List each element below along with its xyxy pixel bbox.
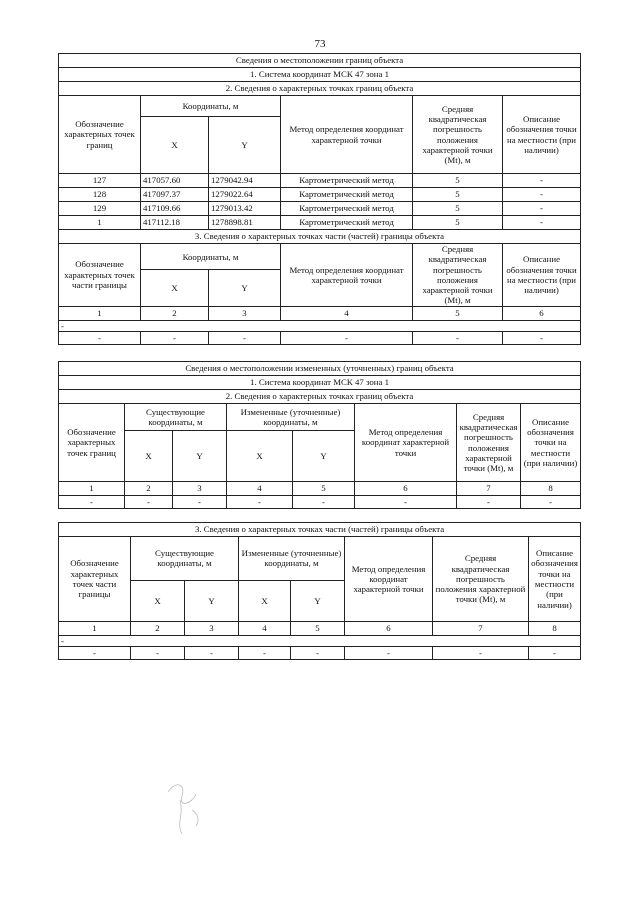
header-designation: Обозначение характерных точек границ [59, 404, 125, 482]
dash-cell: - [131, 647, 185, 660]
parts-header-method: Метод определения координат характерной точки [281, 244, 413, 307]
header-accuracy: Средняя квадратическая погрешность положения характерной точки (Mt), м [457, 404, 521, 482]
cell-mt: 5 [413, 216, 503, 230]
header-y: Y [209, 117, 281, 174]
cell-method: Картометрический метод [281, 216, 413, 230]
dash-cell: - [173, 496, 227, 509]
dash-cell: - [345, 647, 433, 660]
dash-cell: - [59, 496, 125, 509]
parts-header-y: Y [185, 580, 239, 622]
cell-point: 127 [59, 174, 141, 188]
parts-header-designation: Обозначение характерных точек части границы [59, 244, 141, 307]
dash-cell: - [141, 332, 209, 345]
dash-cell: - [293, 496, 355, 509]
col-number: 4 [227, 482, 293, 496]
parts-header-description: Описание обозначения точки на местности (при наличии) [503, 244, 581, 307]
parts-header-existing-coords: Существующие координаты, м [131, 537, 239, 581]
cell-y: 1279013.42 [209, 202, 281, 216]
section1-points-title: 2. Сведения о характерных точках границ объекта [59, 82, 581, 96]
header-method: Метод определения координат характерной точки [281, 96, 413, 174]
parts-header-y: Y [209, 270, 281, 306]
cell-x: 417112.18 [141, 216, 209, 230]
cell-x: 417057.60 [141, 174, 209, 188]
section1-coord-system: 1. Система координат МСК 47 зона 1 [59, 68, 581, 82]
parts-header-coords: Координаты, м [141, 244, 281, 270]
dash-row [59, 647, 581, 660]
col-number: 6 [345, 622, 433, 636]
col-number: 2 [141, 306, 209, 320]
header-x: X [125, 431, 173, 482]
dash-cell: - [433, 647, 529, 660]
col-number: 1 [59, 482, 125, 496]
cell-y: 1279022.64 [209, 188, 281, 202]
blank-row: - [59, 320, 581, 331]
dash-cell: - [413, 332, 503, 345]
dash-cell: - [59, 332, 141, 345]
col-number: 2 [131, 622, 185, 636]
dash-cell: - [59, 647, 131, 660]
parts-header-method: Метод определения координат характерной точки [345, 537, 433, 622]
table-row [59, 188, 581, 202]
dash-cell: - [239, 647, 291, 660]
dash-cell: - [185, 647, 239, 660]
header-x: X [227, 431, 293, 482]
parts-header-x: X [141, 270, 209, 306]
col-number: 8 [529, 622, 581, 636]
dash-row [59, 496, 581, 509]
parts-header-changed-coords: Измененные (уточненные) координаты, м [239, 537, 345, 581]
dash-cell: - [503, 332, 581, 345]
table-row [59, 216, 581, 230]
header-designation: Обозначение характерных точек границ [59, 96, 141, 174]
table-row [59, 174, 581, 188]
cell-desc: - [503, 216, 581, 230]
header-accuracy: Средняя квадратическая погрешность положения характерной точки (Mt), м [413, 96, 503, 174]
header-y: Y [173, 431, 227, 482]
col-number: 3 [173, 482, 227, 496]
section2-parts-table [58, 522, 581, 660]
col-number: 5 [413, 306, 503, 320]
parts-header-y: Y [291, 580, 345, 622]
header-method: Метод определения координат характерной точки [355, 404, 457, 482]
section1-parts-title: 3. Сведения о характерных точках части (частей) границы объекта [59, 230, 581, 244]
column-numbers-row [59, 622, 581, 636]
header-coords: Координаты, м [141, 96, 281, 117]
header-changed-coords: Измененные (уточненные) координаты, м [227, 404, 355, 431]
col-number: 2 [125, 482, 173, 496]
col-number: 5 [293, 482, 355, 496]
parts-header-designation: Обозначение характерных точек части границы [59, 537, 131, 622]
dash-row [59, 332, 581, 345]
blank-row: - [59, 636, 581, 647]
cell-point: 1 [59, 216, 141, 230]
header-description: Описание обозначения точки на местности (при наличии) [521, 404, 581, 482]
dash-cell: - [529, 647, 581, 660]
col-number: 6 [503, 306, 581, 320]
table-row [59, 202, 581, 216]
col-number: 6 [355, 482, 457, 496]
dash-cell: - [355, 496, 457, 509]
dash-cell: - [227, 496, 293, 509]
cell-mt: 5 [413, 188, 503, 202]
scan-mark [162, 770, 212, 840]
parts-header-description: Описание обозначения точки на местности (при наличии) [529, 537, 581, 622]
section2-parts-title: 3. Сведения о характерных точках части (частей) границы объекта [59, 523, 581, 537]
col-number: 7 [433, 622, 529, 636]
cell-desc: - [503, 202, 581, 216]
parts-header-x: X [239, 580, 291, 622]
column-numbers-row [59, 482, 581, 496]
col-number: 3 [185, 622, 239, 636]
col-number: 1 [59, 306, 141, 320]
cell-desc: - [503, 174, 581, 188]
cell-desc: - [503, 188, 581, 202]
dash-cell: - [457, 496, 521, 509]
col-number: 4 [281, 306, 413, 320]
cell-y: 1278898.81 [209, 216, 281, 230]
cell-point: 128 [59, 188, 141, 202]
cell-mt: 5 [413, 174, 503, 188]
header-y: Y [293, 431, 355, 482]
col-number: 4 [239, 622, 291, 636]
dash-cell: - [281, 332, 413, 345]
header-x: X [141, 117, 209, 174]
section2-table [58, 361, 581, 509]
header-description: Описание обозначения точки на местности (при наличии) [503, 96, 581, 174]
cell-y: 1279042.94 [209, 174, 281, 188]
section2-coord-system: 1. Система координат МСК 47 зона 1 [59, 376, 581, 390]
header-existing-coords: Существующие координаты, м [125, 404, 227, 431]
cell-method: Картометрический метод [281, 188, 413, 202]
col-number: 1 [59, 622, 131, 636]
col-number: 3 [209, 306, 281, 320]
col-number: 7 [457, 482, 521, 496]
cell-mt: 5 [413, 202, 503, 216]
section1-table [58, 53, 581, 345]
parts-header-accuracy: Средняя квадратическая погрешность положения характерной точки (Mt), м [413, 244, 503, 307]
cell-point: 129 [59, 202, 141, 216]
column-numbers-row [59, 306, 581, 320]
dash-cell: - [125, 496, 173, 509]
col-number: 8 [521, 482, 581, 496]
col-number: 5 [291, 622, 345, 636]
section2-title: Сведения о местоположении измененных (уточненных) границ объекта [59, 362, 581, 376]
section2-points-title: 2. Сведения о характерных точках границ объекта [59, 390, 581, 404]
parts-header-x: X [131, 580, 185, 622]
cell-method: Картометрический метод [281, 202, 413, 216]
cell-x: 417097.37 [141, 188, 209, 202]
dash-cell: - [209, 332, 281, 345]
cell-method: Картометрический метод [281, 174, 413, 188]
section1-title: Сведения о местоположении границ объекта [59, 54, 581, 68]
page-number: 73 [314, 38, 326, 50]
dash-cell: - [291, 647, 345, 660]
parts-header-accuracy: Средняя квадратическая погрешность положения характерной точки (Mt), м [433, 537, 529, 622]
dash-cell: - [521, 496, 581, 509]
cell-x: 417109.66 [141, 202, 209, 216]
